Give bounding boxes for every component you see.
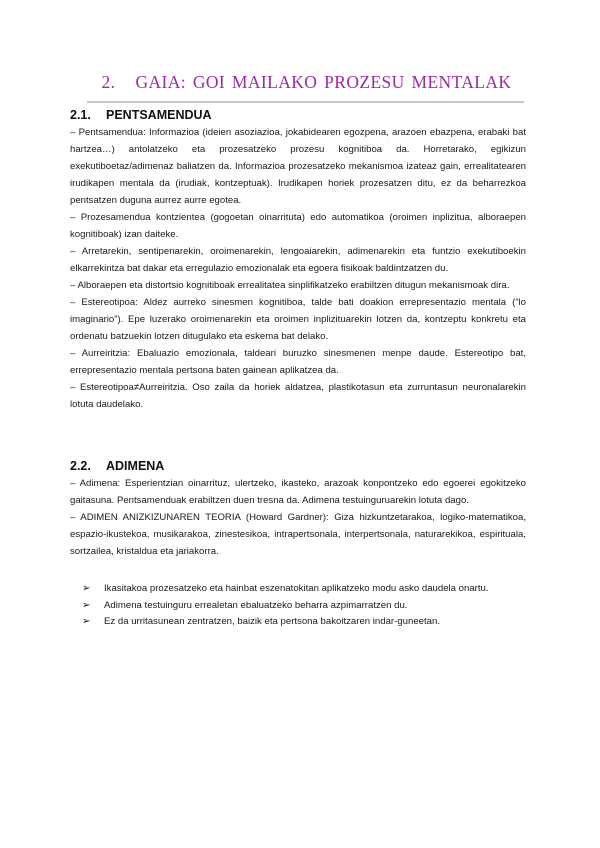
section-heading-adimena [70, 459, 164, 473]
section-number: 2.1. [70, 108, 91, 122]
section-title: ADIMENA [106, 459, 165, 473]
paragraph: – Aurreiritzia: Ebaluazio emozionala, taldeari buruzko sinesmenen menpe daude. Estereotipo bat, errepresentazio mentala pertsona baten gainean aplikatzea da. [70, 348, 526, 376]
section-heading-pentsamendua [70, 108, 212, 122]
section-number: 2.2. [70, 459, 91, 473]
paragraph: – ADIMEN ANIZKIZUNAREN TEORIA (Howard Gardner): Giza hizkuntzetarakoa, logiko-matematikoa, espazio-ikustekoa, musikarakoa, zinestesikoa, intrapertsonala, interpertsonala, naturarekikoa, espirituala, sortzailea, kristaldua eta jariakorra. [70, 512, 526, 557]
arrow-bullet-icon: ➢ [82, 599, 91, 611]
paragraph: – Pentsamendua: Informazioa (ideien asoziazioa, jokabidearen egozpena, arazoen ebazpena, erabaki bat hartzea…) antolatzeko eta prozesatzeko prozesu kognitiboa da. Horretarako, egikizun exekutiboetaz/adimenaz baliatzen da. Informazioa prozesatzeko mekanismoa izateaz gain, errealitatearen irudikapen mentala da (irudiak, kontzeptuak). Irudikapen horiek prozesatzen ditu, ez da beharrezkoa pentsatzen duguna aurrez aurre egotea. [70, 127, 526, 206]
section-body-adimena [70, 475, 526, 560]
list-item-text: Adimena testuinguru errealetan ebaluatzeko beharra azpimarratzen du. [104, 599, 408, 611]
title-divider [87, 101, 524, 103]
list-item [82, 581, 526, 598]
bullet-list [82, 581, 526, 631]
paragraph: – Arretarekin, sentipenarekin, oroimenarekin, lengoaiarekin, adimenarekin eta funtzio exekutiboekin elkarrekintza bat dakar eta erregulazio emozionalak eta egoera fisikoak baldintzatzen du. [70, 246, 526, 274]
section-body-pentsamendua [70, 124, 526, 413]
arrow-bullet-icon: ➢ [82, 616, 91, 627]
title-number: 2. [101, 72, 116, 92]
document-title [88, 72, 525, 93]
arrow-bullet-icon: ➢ [82, 583, 91, 594]
paragraph: – Adimena: Esperientzian oinarrituz, ulertzeko, ikasteko, arazoak konpontzeko edo egoerei egokitzeko gaitasuna. Pentsamenduak erabiltzen duen tresna da. Adimena testuinguruarekin lotuta dago. [70, 478, 526, 506]
list-item [82, 598, 526, 615]
section-title: PENTSAMENDUA [106, 108, 212, 122]
list-item-text: Ikasitakoa prozesatzeko eta hainbat eszenatokitan aplikatzeko modu asko daudela onartu. [104, 583, 489, 594]
title-text: GAIA: GOI MAILAKO PROZESU MENTALAK [135, 72, 512, 92]
paragraph: – Estereotipoa: Aldez aurreko sinesmen kognitiboa, talde bati doakion errepresentazio mentala (“lo imaginario”). Epe luzerako oroimenarekin eta oroimen inplizituarekin lotzen da, kontzeptu konkretu eta ordenatu batzuekin lotzen ditugulako eta eskema bat delako. [70, 297, 526, 342]
list-item-text: Ez da urritasunean zentratzen, baizik eta pertsona bakoitzaren indar-guneetan. [104, 616, 440, 627]
paragraph: – Alboraepen eta distortsio kognitiboak errealitatea sinplifikatzeko erabiltzen ditugun mekanismoak dira. [70, 280, 510, 291]
paragraph: – Prozesamendua kontzientea (gogoetan oinarrituta) edo automatikoa (oroimen inplizitua, alboraepen kognitiboak) izan daiteke. [70, 212, 526, 240]
list-item [82, 614, 526, 631]
paragraph: – Estereotipoa≠Aurreiritzia. Oso zaila da horiek aldatzea, plastikotasun eta zurruntasun neuronalarekin lotuta daudelako. [70, 382, 526, 410]
